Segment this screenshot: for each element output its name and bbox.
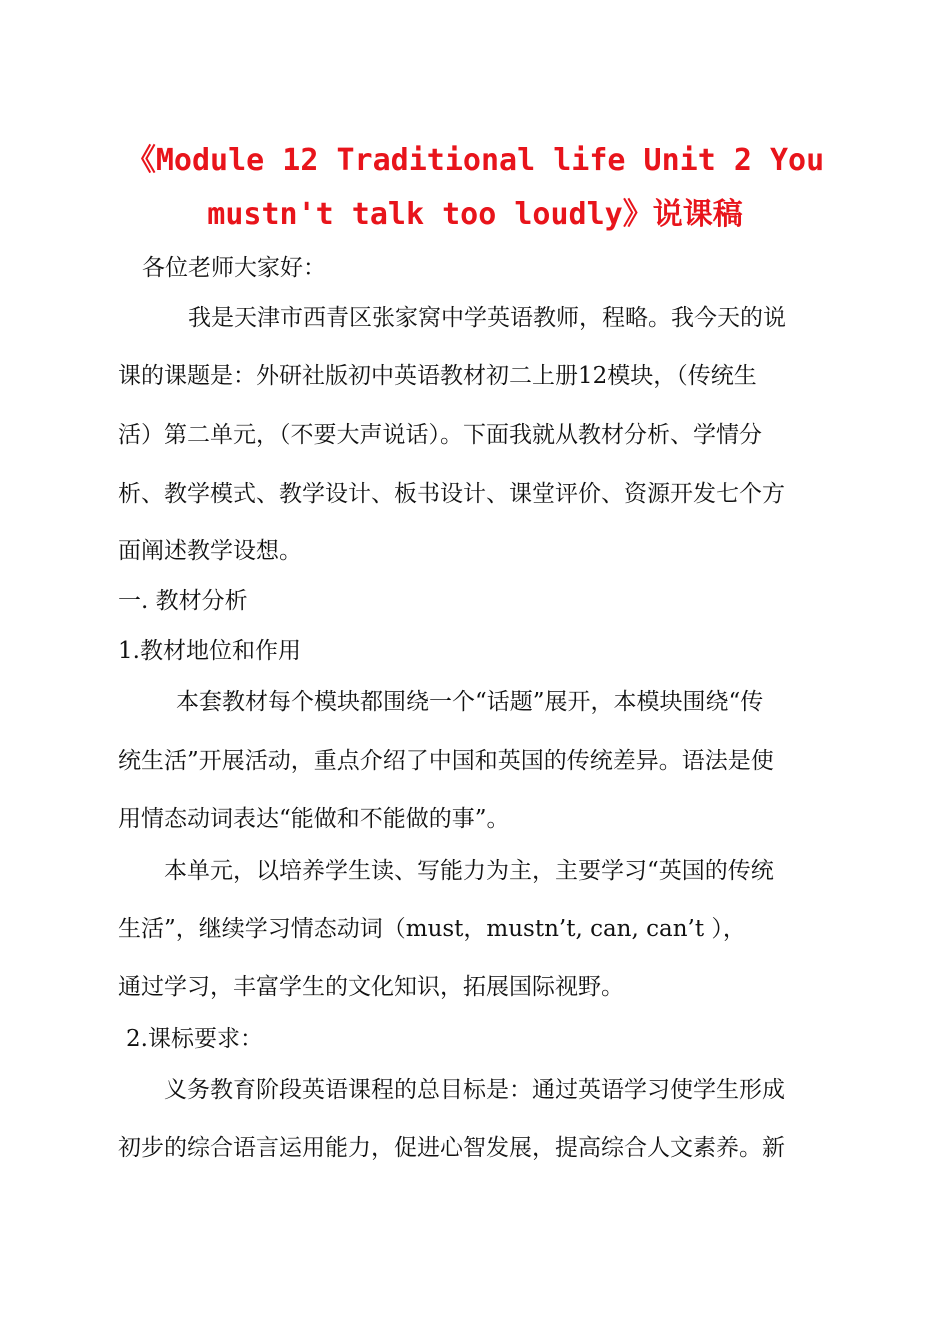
para2-line-3: 通过学习，丰富学生的文化知识，拓展国际视野。 — [118, 974, 624, 1000]
section-heading-1: 一. 教材分析 — [118, 588, 248, 614]
intro-line-2: 课的课题是：外研社版初中英语教材初二上册12模块，（传统生 — [118, 363, 757, 389]
para2-line-2: 生活”，继续学习情态动词（must，mustn’t, can, can’t ）， — [118, 916, 746, 942]
title-line-1: 《Module 12 Traditional life Unit 2 You — [125, 143, 825, 178]
para3-line-1: 义务教育阶段英语课程的总目标是：通过英语学习使学生形成 — [164, 1077, 785, 1103]
subsection-heading-1: 1.教材地位和作用 — [118, 638, 301, 664]
intro-line-3: 活）第二单元，（不要大声说话）。下面我就从教材分析、学情分 — [118, 422, 762, 448]
para3-line-2: 初步的综合语言运用能力，促进心智发展，提高综合人文素养。新 — [118, 1135, 785, 1161]
intro-line-5: 面阐述教学设想。 — [118, 538, 302, 564]
para2-line-1: 本单元，以培养学生读、写能力为主，主要学习“英国的传统 — [164, 858, 774, 884]
para1-line-3: 用情态动词表达“能做和不能做的事”。 — [118, 806, 510, 832]
para1-line-2: 统生活”开展活动，重点介绍了中国和英国的传统差异。语法是使 — [118, 748, 774, 774]
document-title — [118, 134, 832, 242]
intro-line-1: 我是天津市西青区张家窝中学英语教师，程略。我今天的说 — [188, 305, 786, 331]
greeting: 各位老师大家好： — [142, 255, 326, 281]
subsection-heading-2: 2.课标要求： — [126, 1026, 263, 1052]
title-line-2: mustn't talk too loudly》说课稿 — [207, 197, 743, 232]
intro-line-4: 析、教学模式、教学设计、板书设计、课堂评价、资源开发七个方 — [118, 481, 785, 507]
para1-line-1: 本套教材每个模块都围绕一个“话题”展开，本模块围绕“传 — [176, 689, 764, 715]
